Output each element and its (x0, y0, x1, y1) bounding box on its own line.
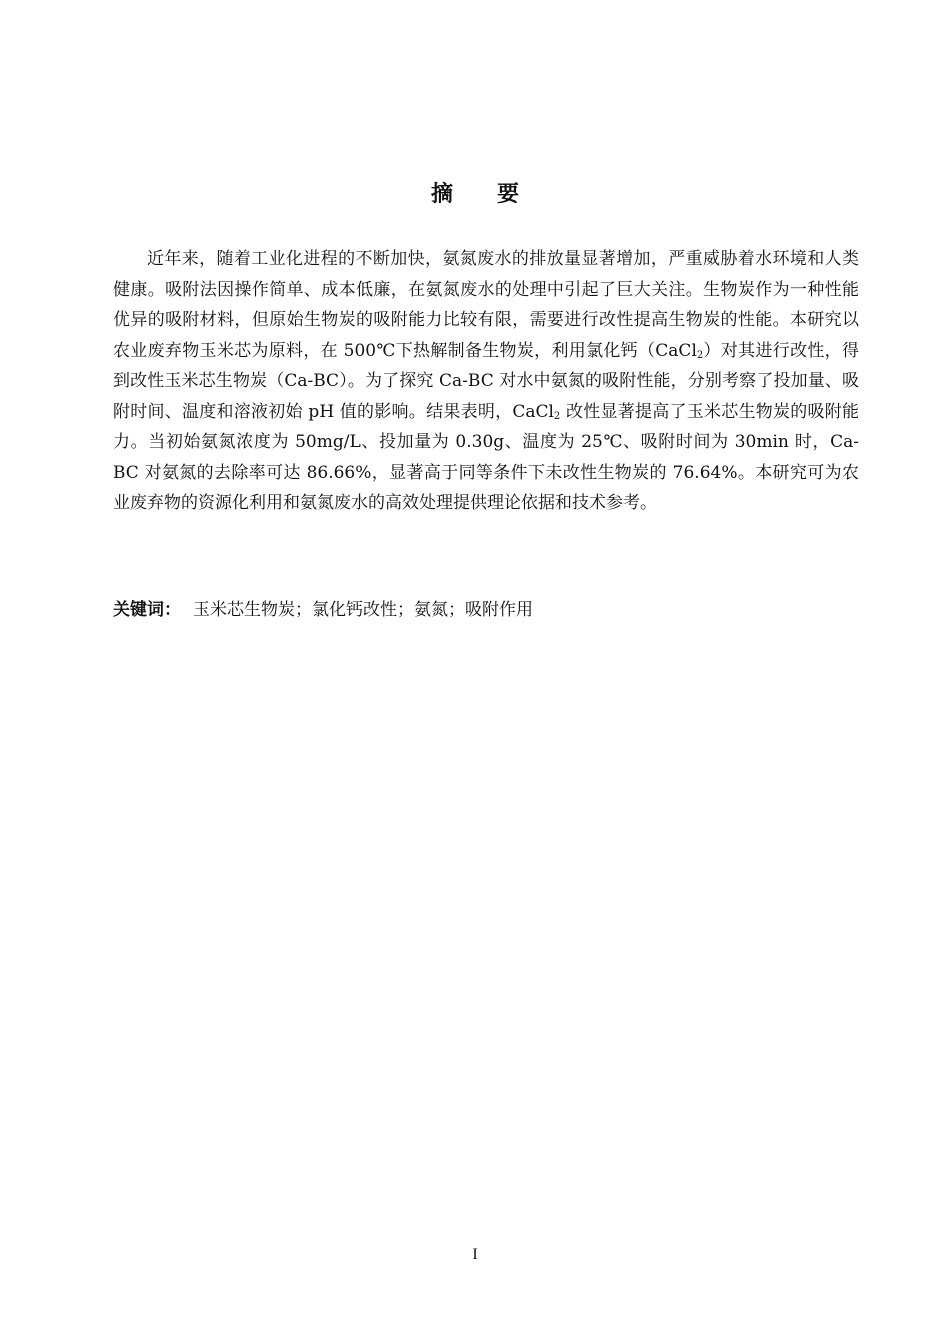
abstract-text-part-2: ）对其进行改性，得到改性玉米芯生物炭（Ca-BC）。为了探究 Ca-BC 对水中氨氮的吸附性能，分别考察了投加量、吸附时间、温度和溶液初始 pH 值的影响。结果表明，CaCl (113, 340, 859, 422)
abstract-text-part-1: 近年来，随着工业化进程的不断加快，氨氮废水的排放量显著增加，严重威胁着水环境和人类健康。吸附法因操作简单、成本低廉，在氨氮废水的处理中引起了巨大关注。生物炭作为一种性能优异的吸附材料，但原始生物炭的吸附能力比较有限，需要进行改性提高生物炭的性能。本研究以农业废弃物玉米芯为原料，在 500℃下热解制备生物炭，利用氯化钙（CaCl (113, 249, 859, 361)
keywords-value: 玉米芯生物炭；氯化钙改性；氨氮；吸附作用 (193, 600, 533, 620)
abstract-subscript-2: 2 (553, 410, 561, 422)
page-title (0, 178, 950, 212)
abstract-paragraph (113, 244, 859, 519)
abstract-subscript-1: 2 (696, 349, 704, 361)
keywords-line (113, 595, 859, 625)
page-number: I (472, 1246, 478, 1263)
title-char-2: 要 (497, 182, 520, 207)
abstract-text-part-3: 改性显著提高了玉米芯生物炭的吸附能力。当初始氨氮浓度为 50mg/L、投加量为 0.30g、温度为 25℃、吸附时间为 30min 时，Ca-BC 对氨氮的去除率可达 86.66%，显著高于同等条件下未改性生物炭的 76.64%。本研究可为农业废弃物的资源化利用和氨氮废水的高效处理提供理论依据和技术参考。 (113, 401, 859, 513)
keywords-label: 关键词： (113, 600, 181, 620)
title-char-1: 摘 (430, 182, 453, 207)
